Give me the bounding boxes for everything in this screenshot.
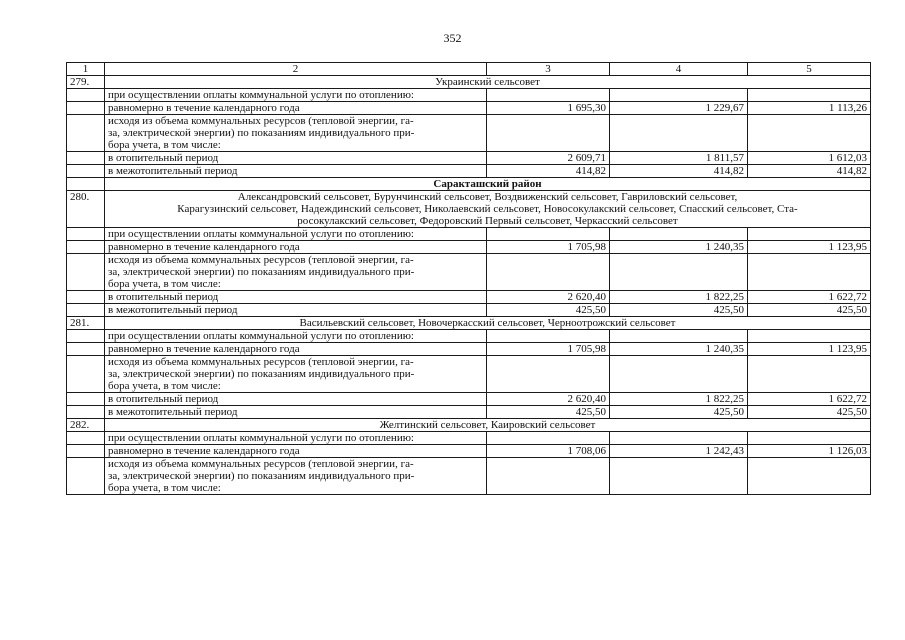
- value-col-5: [748, 254, 871, 291]
- value-col-3: 2 609,71: [487, 152, 610, 165]
- section-row: [67, 419, 871, 432]
- district-row: [67, 178, 871, 191]
- section-row: [67, 317, 871, 330]
- table-row: [67, 152, 871, 165]
- row-number-empty: [67, 304, 105, 317]
- header-col-4: 4: [610, 63, 748, 76]
- row-label: [105, 458, 487, 495]
- value-col-5: 414,82: [748, 165, 871, 178]
- row-label: [105, 254, 487, 291]
- row-label: в межотопительный период: [105, 165, 487, 178]
- row-label: при осуществлении оплаты коммунальной услуги по отоплению:: [105, 330, 487, 343]
- value-col-4: 414,82: [610, 165, 748, 178]
- value-col-4: 1 242,43: [610, 445, 748, 458]
- table-body: [67, 63, 871, 495]
- row-number-empty: [67, 406, 105, 419]
- row-number: 280.: [67, 191, 105, 228]
- table-row: [67, 89, 871, 102]
- table-row: [67, 406, 871, 419]
- row-label: при осуществлении оплаты коммунальной услуги по отоплению:: [105, 89, 487, 102]
- row-number-empty: [67, 165, 105, 178]
- value-col-4: 1 822,25: [610, 291, 748, 304]
- value-col-5: [748, 115, 871, 152]
- row-label: в межотопительный период: [105, 304, 487, 317]
- row-label-line: бора учета, в том числе:: [108, 139, 221, 151]
- table-row: [67, 165, 871, 178]
- value-col-5: 1 113,26: [748, 102, 871, 115]
- section-title: Украинский сельсовет: [105, 76, 871, 89]
- row-number-empty: [67, 102, 105, 115]
- header-col-3: 3: [487, 63, 610, 76]
- value-col-3: 1 705,98: [487, 241, 610, 254]
- row-label: [105, 356, 487, 393]
- row-label: [105, 115, 487, 152]
- row-label-line: за, электрической энергии) по показаниям индивидуального при-: [108, 266, 415, 278]
- row-number-empty: [67, 228, 105, 241]
- value-col-5: 425,50: [748, 304, 871, 317]
- table-row: [67, 241, 871, 254]
- row-label: в отопительный период: [105, 291, 487, 304]
- district-title: Саракташский район: [105, 178, 871, 191]
- table-row: [67, 254, 871, 291]
- value-col-4: 1 811,57: [610, 152, 748, 165]
- value-col-5: [748, 356, 871, 393]
- value-col-5: 1 123,95: [748, 241, 871, 254]
- value-col-5: [748, 330, 871, 343]
- row-number-empty: [67, 393, 105, 406]
- row-label: равномерно в течение календарного года: [105, 343, 487, 356]
- header-col-2: 2: [105, 63, 487, 76]
- value-col-4: 1 240,35: [610, 343, 748, 356]
- row-label: равномерно в течение календарного года: [105, 102, 487, 115]
- table-row: [67, 228, 871, 241]
- value-col-4: [610, 115, 748, 152]
- row-label-line: исходя из объема коммунальных ресурсов (тепловой энергии, га-: [108, 254, 414, 266]
- value-col-3: [487, 432, 610, 445]
- row-number-empty: [67, 330, 105, 343]
- row-label-line: бора учета, в том числе:: [108, 380, 221, 392]
- value-col-3: 1 708,06: [487, 445, 610, 458]
- row-label: в межотопительный период: [105, 406, 487, 419]
- row-label: равномерно в течение календарного года: [105, 241, 487, 254]
- table-row: [67, 343, 871, 356]
- tariff-table: [66, 62, 871, 495]
- row-label-line: за, электрической энергии) по показаниям индивидуального при-: [108, 470, 415, 482]
- value-col-3: [487, 228, 610, 241]
- value-col-5: [748, 228, 871, 241]
- row-label: в отопительный период: [105, 393, 487, 406]
- row-number: 282.: [67, 419, 105, 432]
- value-col-5: 1 612,03: [748, 152, 871, 165]
- header-col-1: 1: [67, 63, 105, 76]
- table-row: [67, 458, 871, 495]
- row-number-empty: [67, 115, 105, 152]
- section-title: [105, 191, 871, 228]
- section-title: Васильевский сельсовет, Новочеркасский сельсовет, Черноотрожский сельсовет: [105, 317, 871, 330]
- section-title-line: Александровский сельсовет, Бурунчинский сельсовет, Воздвиженский сельсовет, Гавриловский сельсовет,: [237, 191, 738, 203]
- value-col-5: 1 123,95: [748, 343, 871, 356]
- row-label: при осуществлении оплаты коммунальной услуги по отоплению:: [105, 432, 487, 445]
- value-col-5: 1 622,72: [748, 393, 871, 406]
- table-row: [67, 330, 871, 343]
- table-row: [67, 432, 871, 445]
- row-number-empty: [67, 291, 105, 304]
- value-col-3: 1 695,30: [487, 102, 610, 115]
- row-number: 281.: [67, 317, 105, 330]
- row-number-empty: [67, 458, 105, 495]
- table-row: [67, 304, 871, 317]
- value-col-5: [748, 432, 871, 445]
- table-row: [67, 445, 871, 458]
- row-label-line: за, электрической энергии) по показаниям индивидуального при-: [108, 127, 415, 139]
- section-row: [67, 76, 871, 89]
- value-col-5: [748, 89, 871, 102]
- row-number-empty: [67, 254, 105, 291]
- row-number-empty: [67, 152, 105, 165]
- value-col-3: 425,50: [487, 304, 610, 317]
- value-col-3: [487, 115, 610, 152]
- section-title-line: росокулакский сельсовет, Федоровский Первый сельсовет, Черкасский сельсовет: [297, 215, 678, 227]
- value-col-3: 1 705,98: [487, 343, 610, 356]
- header-row: [67, 63, 871, 76]
- value-col-4: [610, 228, 748, 241]
- value-col-3: [487, 458, 610, 495]
- row-number-empty: [67, 432, 105, 445]
- row-label: при осуществлении оплаты коммунальной услуги по отоплению:: [105, 228, 487, 241]
- value-col-4: [610, 458, 748, 495]
- header-col-5: 5: [748, 63, 871, 76]
- value-col-3: [487, 254, 610, 291]
- value-col-5: [748, 458, 871, 495]
- row-number-empty: [67, 356, 105, 393]
- value-col-3: 425,50: [487, 406, 610, 419]
- row-label: в отопительный период: [105, 152, 487, 165]
- value-col-4: 1 822,25: [610, 393, 748, 406]
- row-label: равномерно в течение календарного года: [105, 445, 487, 458]
- value-col-4: [610, 254, 748, 291]
- value-col-3: [487, 89, 610, 102]
- value-col-4: 425,50: [610, 406, 748, 419]
- row-number-empty: [67, 445, 105, 458]
- page-number: 352: [443, 31, 462, 45]
- row-number: 279.: [67, 76, 105, 89]
- row-label-line: исходя из объема коммунальных ресурсов (тепловой энергии, га-: [108, 115, 414, 127]
- table-row: [67, 393, 871, 406]
- value-col-4: [610, 356, 748, 393]
- row-label-line: за, электрической энергии) по показаниям индивидуального при-: [108, 368, 415, 380]
- row-number-empty: [67, 178, 105, 191]
- section-row: [67, 191, 871, 228]
- value-col-3: 2 620,40: [487, 393, 610, 406]
- row-label-line: бора учета, в том числе:: [108, 482, 221, 494]
- value-col-4: [610, 432, 748, 445]
- value-col-3: 414,82: [487, 165, 610, 178]
- section-title-line: Карагузинский сельсовет, Надеждинский сельсовет, Николаевский сельсовет, Новосокулакский сельсовет, Спасский сельсовет, Ста-: [177, 203, 798, 215]
- value-col-5: 425,50: [748, 406, 871, 419]
- row-label-line: исходя из объема коммунальных ресурсов (тепловой энергии, га-: [108, 458, 414, 470]
- value-col-4: 1 240,35: [610, 241, 748, 254]
- row-number-empty: [67, 343, 105, 356]
- table-row: [67, 291, 871, 304]
- section-title: Желтинский сельсовет, Каировский сельсовет: [105, 419, 871, 432]
- row-label-line: исходя из объема коммунальных ресурсов (тепловой энергии, га-: [108, 356, 414, 368]
- row-number-empty: [67, 241, 105, 254]
- table-row: [67, 115, 871, 152]
- value-col-3: [487, 356, 610, 393]
- value-col-4: [610, 89, 748, 102]
- row-label-line: бора учета, в том числе:: [108, 278, 221, 290]
- value-col-3: 2 620,40: [487, 291, 610, 304]
- value-col-5: 1 126,03: [748, 445, 871, 458]
- value-col-4: 1 229,67: [610, 102, 748, 115]
- value-col-5: 1 622,72: [748, 291, 871, 304]
- row-number-empty: [67, 89, 105, 102]
- table-row: [67, 102, 871, 115]
- table-row: [67, 356, 871, 393]
- value-col-3: [487, 330, 610, 343]
- value-col-4: 425,50: [610, 304, 748, 317]
- value-col-4: [610, 330, 748, 343]
